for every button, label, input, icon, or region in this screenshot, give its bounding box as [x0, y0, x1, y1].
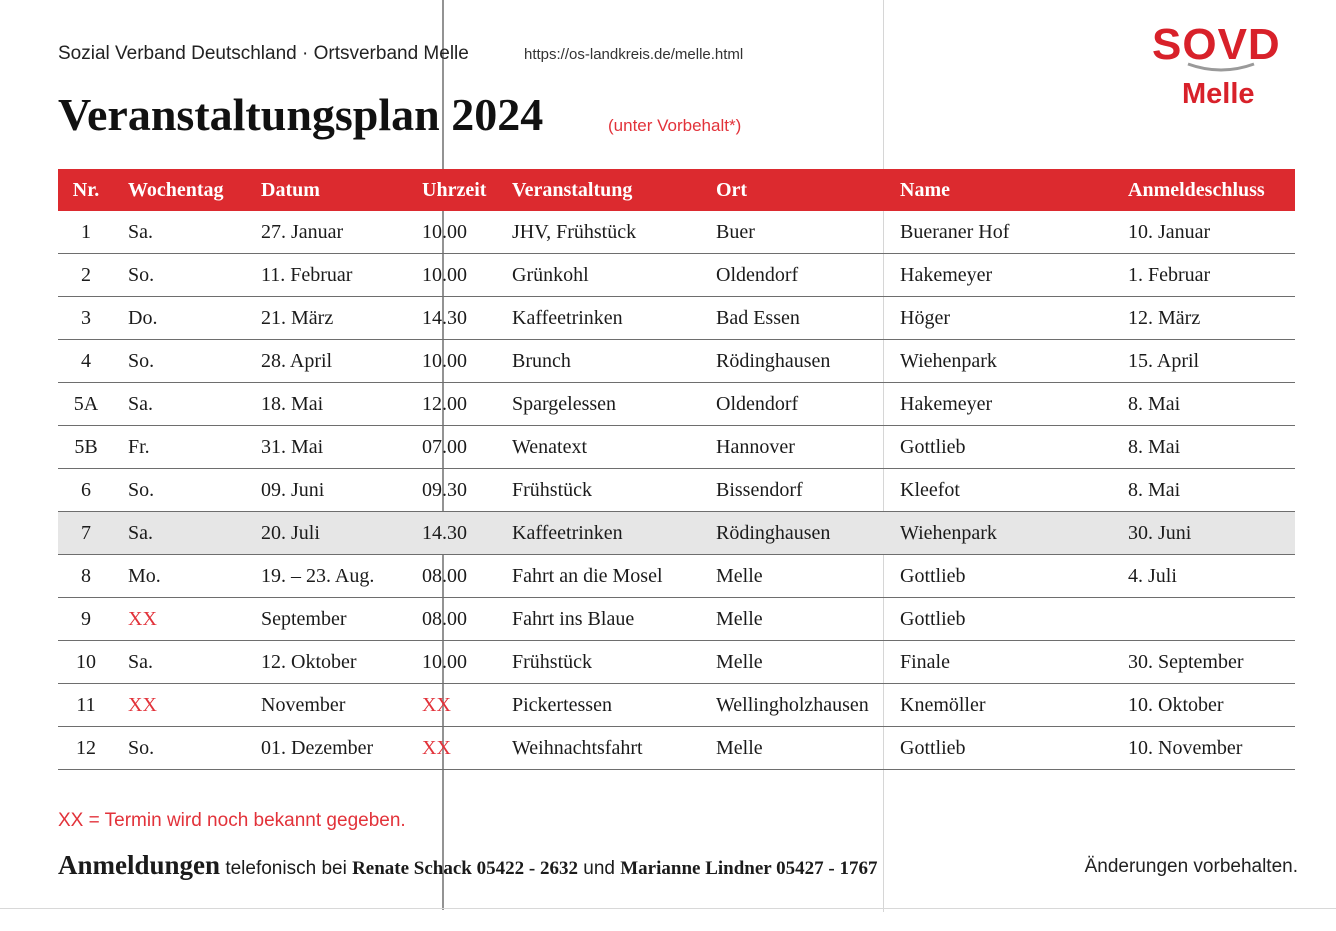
cell-name: Wiehenpark: [886, 340, 1114, 383]
cell-name: Gottlieb: [886, 598, 1114, 641]
cell-schluss: 10. Januar: [1114, 211, 1295, 254]
paper-edge: [0, 908, 1336, 909]
registration-text-1: telefonisch bei: [220, 858, 353, 879]
cell-zeit: 10.00: [408, 254, 498, 297]
cell-name: Gottlieb: [886, 727, 1114, 770]
col-header-datum: Datum: [247, 169, 408, 211]
table-row: [58, 727, 1295, 770]
cell-zeit: XX: [408, 727, 498, 770]
cell-tag: XX: [114, 598, 247, 641]
cell-veranstaltung: Spargelessen: [498, 383, 702, 426]
cell-nr: 11: [58, 684, 114, 727]
cell-schluss: 10. November: [1114, 727, 1295, 770]
cell-zeit: 08.00: [408, 598, 498, 641]
logo-melle-text: Melle: [1182, 78, 1255, 110]
cell-veranstaltung: Wenatext: [498, 426, 702, 469]
cell-name: Bueraner Hof: [886, 211, 1114, 254]
cell-tag: XX: [114, 684, 247, 727]
cell-zeit: 12.00: [408, 383, 498, 426]
cell-nr: 10: [58, 641, 114, 684]
col-header-anmeldeschluss: Anmeldeschluss: [1114, 169, 1295, 211]
cell-datum: September: [247, 598, 408, 641]
cell-tag: Sa.: [114, 641, 247, 684]
title-note: (unter Vorbehalt*): [608, 116, 742, 135]
sovd-logo: [1148, 20, 1300, 116]
cell-ort: Hannover: [702, 426, 886, 469]
cell-veranstaltung: Kaffeetrinken: [498, 512, 702, 555]
cell-nr: 2: [58, 254, 114, 297]
cell-veranstaltung: Weihnachtsfahrt: [498, 727, 702, 770]
cell-nr: 3: [58, 297, 114, 340]
cell-tag: Sa.: [114, 211, 247, 254]
cell-veranstaltung: Brunch: [498, 340, 702, 383]
cell-name: Gottlieb: [886, 555, 1114, 598]
cell-zeit: 09.30: [408, 469, 498, 512]
cell-name: Wiehenpark: [886, 512, 1114, 555]
cell-zeit: 10.00: [408, 211, 498, 254]
cell-tag: Mo.: [114, 555, 247, 598]
cell-veranstaltung: Frühstück: [498, 469, 702, 512]
table-row: [58, 598, 1295, 641]
cell-zeit: 10.00: [408, 641, 498, 684]
cell-tag: Fr.: [114, 426, 247, 469]
cell-ort: Melle: [702, 555, 886, 598]
changes-note: Änderungen vorbehalten.: [1084, 856, 1298, 877]
contact-1: Renate Schack 05422 - 2632: [352, 858, 578, 879]
table-row: [58, 469, 1295, 512]
cell-zeit: 14.30: [408, 512, 498, 555]
table-row: [58, 211, 1295, 254]
cell-veranstaltung: Pickertessen: [498, 684, 702, 727]
cell-schluss: 10. Oktober: [1114, 684, 1295, 727]
table-row: [58, 383, 1295, 426]
cell-datum: 27. Januar: [247, 211, 408, 254]
table-row: [58, 555, 1295, 598]
cell-datum: November: [247, 684, 408, 727]
cell-ort: Bad Essen: [702, 297, 886, 340]
cell-nr: 1: [58, 211, 114, 254]
col-header-name: Name: [886, 169, 1114, 211]
cell-datum: 31. Mai: [247, 426, 408, 469]
registration-title: Anmeldungen: [58, 850, 221, 880]
cell-zeit: 14.30: [408, 297, 498, 340]
cell-name: Finale: [886, 641, 1114, 684]
cell-datum: 11. Februar: [247, 254, 408, 297]
cell-veranstaltung: Grünkohl: [498, 254, 702, 297]
cell-nr: 5B: [58, 426, 114, 469]
contact-2: Marianne Lindner 05427 - 1767: [620, 858, 878, 879]
table-row: [58, 641, 1295, 684]
cell-schluss: 8. Mai: [1114, 469, 1295, 512]
legend-note: XX = Termin wird noch bekannt gegeben.: [58, 810, 406, 831]
cell-veranstaltung: Frühstück: [498, 641, 702, 684]
table-row: [58, 340, 1295, 383]
cell-ort: Melle: [702, 598, 886, 641]
cell-tag: Sa.: [114, 512, 247, 555]
registration-line: [58, 850, 877, 881]
cell-veranstaltung: Fahrt ins Blaue: [498, 598, 702, 641]
cell-datum: 28. April: [247, 340, 408, 383]
table-row: [58, 426, 1295, 469]
cell-datum: 20. Juli: [247, 512, 408, 555]
events-table: [58, 169, 1295, 770]
cell-datum: 18. Mai: [247, 383, 408, 426]
col-header-uhrzeit: Uhrzeit: [408, 169, 498, 211]
cell-zeit: 10.00: [408, 340, 498, 383]
cell-schluss: 15. April: [1114, 340, 1295, 383]
organization-line: Sozial Verband Deutschland · Ortsverband Melle: [58, 43, 469, 64]
cell-nr: 9: [58, 598, 114, 641]
table-header-row: [58, 169, 1295, 211]
cell-nr: 5A: [58, 383, 114, 426]
website-url[interactable]: https://os-landkreis.de/melle.html: [524, 46, 744, 63]
page-title: Veranstaltungsplan 2024: [58, 89, 544, 140]
cell-schluss: 30. September: [1114, 641, 1295, 684]
cell-nr: 12: [58, 727, 114, 770]
cell-zeit: 07.00: [408, 426, 498, 469]
cell-ort: Melle: [702, 641, 886, 684]
logo-swoosh-icon: [1186, 60, 1256, 74]
cell-ort: Oldendorf: [702, 254, 886, 297]
cell-name: Hakemeyer: [886, 254, 1114, 297]
table-row: [58, 684, 1295, 727]
cell-nr: 8: [58, 555, 114, 598]
col-header-wochentag: Wochentag: [114, 169, 247, 211]
table-row: [58, 254, 1295, 297]
logo-sovd-text: SOVD: [1152, 20, 1281, 69]
cell-ort: Rödinghausen: [702, 340, 886, 383]
cell-veranstaltung: JHV, Frühstück: [498, 211, 702, 254]
cell-ort: Rödinghausen: [702, 512, 886, 555]
cell-schluss: 1. Februar: [1114, 254, 1295, 297]
cell-name: Kleefot: [886, 469, 1114, 512]
cell-name: Gottlieb: [886, 426, 1114, 469]
col-header-ort: Ort: [702, 169, 886, 211]
cell-zeit: 08.00: [408, 555, 498, 598]
table-row: [58, 297, 1295, 340]
cell-datum: 09. Juni: [247, 469, 408, 512]
cell-nr: 6: [58, 469, 114, 512]
cell-nr: 7: [58, 512, 114, 555]
cell-veranstaltung: Kaffeetrinken: [498, 297, 702, 340]
cell-datum: 01. Dezember: [247, 727, 408, 770]
col-header-nr: Nr.: [58, 169, 114, 211]
cell-zeit: XX: [408, 684, 498, 727]
cell-schluss: 4. Juli: [1114, 555, 1295, 598]
cell-ort: Wellingholzhausen: [702, 684, 886, 727]
cell-schluss: 8. Mai: [1114, 383, 1295, 426]
cell-ort: Bissendorf: [702, 469, 886, 512]
cell-datum: 12. Oktober: [247, 641, 408, 684]
cell-name: Höger: [886, 297, 1114, 340]
cell-veranstaltung: Fahrt an die Mosel: [498, 555, 702, 598]
cell-tag: Do.: [114, 297, 247, 340]
cell-schluss: 12. März: [1114, 297, 1295, 340]
cell-tag: So.: [114, 469, 247, 512]
cell-nr: 4: [58, 340, 114, 383]
cell-schluss: 30. Juni: [1114, 512, 1295, 555]
table-row: [58, 512, 1295, 555]
cell-datum: 19. – 23. Aug.: [247, 555, 408, 598]
registration-text-2: und: [577, 858, 621, 879]
cell-tag: So.: [114, 254, 247, 297]
cell-name: Hakemeyer: [886, 383, 1114, 426]
cell-ort: Buer: [702, 211, 886, 254]
cell-datum: 21. März: [247, 297, 408, 340]
cell-tag: So.: [114, 727, 247, 770]
cell-tag: Sa.: [114, 383, 247, 426]
col-header-veranstaltung: Veranstaltung: [498, 169, 702, 211]
cell-schluss: [1114, 598, 1295, 641]
cell-schluss: 8. Mai: [1114, 426, 1295, 469]
cell-name: Knemöller: [886, 684, 1114, 727]
cell-tag: So.: [114, 340, 247, 383]
cell-ort: Oldendorf: [702, 383, 886, 426]
cell-ort: Melle: [702, 727, 886, 770]
